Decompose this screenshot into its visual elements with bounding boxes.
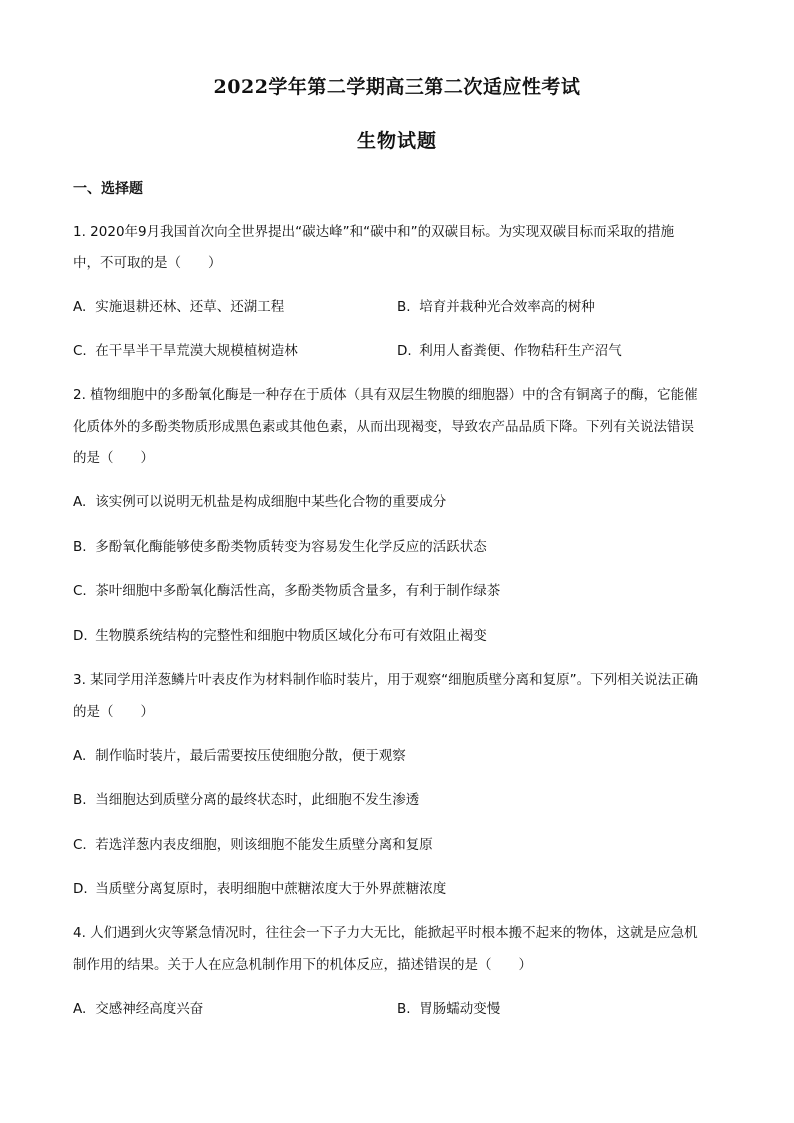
option-letter: B. [397, 299, 411, 315]
exam-subtitle: 生物试题 [356, 130, 437, 152]
question-2-line-2: 化质体外的多酚类物质形成黑色素或其他色素，从而出现褐变，导致农产品品质下降。下列有关说法错误 [73, 419, 694, 435]
question-2-line-1: 2. 植物细胞中的多酚氧化酶是一种存在于质体（具有双层生物膜的细胞器）中的含有铜离子的酶，它能催 [73, 387, 698, 403]
question-4-option-a [73, 999, 203, 1019]
option-letter: A. [73, 299, 87, 315]
option-letter: C. [73, 837, 87, 853]
question-3-line-1: 3. 某同学用洋葱鳞片叶表皮作为材料制作临时装片，用于观察“细胞质壁分离和复原”。下列相关说法正确 [73, 672, 699, 688]
question-2-line-3: 的是（ ） [73, 450, 154, 466]
question-1-option-c [73, 341, 298, 361]
question-2-option-d [73, 626, 487, 646]
question-1-option-a [73, 297, 284, 317]
question-2-option-b [73, 537, 487, 557]
question-1-option-d [397, 341, 622, 361]
option-letter: D. [73, 881, 88, 897]
question-3-option-b [73, 790, 419, 810]
question-2-option-c [73, 581, 500, 601]
option-letter: B. [73, 539, 87, 555]
option-text: 交感神经高度兴奋 [95, 1001, 204, 1017]
option-text: 制作临时装片，最后需要按压使细胞分散，便于观察 [95, 748, 406, 764]
option-text: 该实例可以说明无机盐是构成细胞中某些化合物的重要成分 [95, 494, 447, 510]
option-text: 生物膜系统结构的完整性和细胞中物质区域化分布可有效阻止褐变 [95, 628, 487, 644]
question-3-line-2: 的是（ ） [73, 704, 154, 720]
question-4-line-2: 制作用的结果。关于人在应急机制作用下的机体反应，描述错误的是（ ） [73, 957, 532, 973]
question-1-option-b [397, 297, 595, 317]
exam-title: 2022学年第二学期高三第二次适应性考试 [213, 76, 581, 98]
option-letter: C. [73, 343, 87, 359]
question-3-option-d [73, 879, 446, 899]
option-letter: B. [397, 1001, 411, 1017]
question-4-option-b [397, 999, 500, 1019]
option-letter: D. [73, 628, 88, 644]
question-3-option-c [73, 835, 433, 855]
option-text: 当细胞达到质壁分离的最终状态时，此细胞不发生渗透 [95, 792, 420, 808]
option-letter: D. [397, 343, 412, 359]
option-letter: A. [73, 494, 87, 510]
option-text: 培育并栽种光合效率高的树种 [419, 299, 595, 315]
option-text: 多酚氧化酶能够使多酚类物质转变为容易发生化学反应的活跃状态 [95, 539, 487, 555]
option-letter: B. [73, 792, 87, 808]
option-text: 在干旱半干旱荒漠大规模植树造林 [95, 343, 298, 359]
option-text: 若选洋葱内表皮细胞，则该细胞不能发生质壁分离和复原 [95, 837, 433, 853]
option-letter: C. [73, 583, 87, 599]
question-1-line-1: 1. 2020年9月我国首次向全世界提出“碳达峰”和“碳中和”的双碳目标。为实现双碳目标而采取的措施 [73, 224, 675, 240]
option-text: 茶叶细胞中多酚氧化酶活性高，多酚类物质含量多，有利于制作绿茶 [95, 583, 501, 599]
question-1-line-2: 中，不可取的是（ ） [73, 255, 222, 271]
option-text: 胃肠蠕动变慢 [419, 1001, 501, 1017]
option-text: 利用人畜粪便、作物秸秆生产沼气 [419, 343, 622, 359]
question-2-option-a [73, 492, 446, 512]
option-letter: A. [73, 748, 87, 764]
section-heading: 一、选择题 [73, 181, 143, 197]
option-text: 当质壁分离复原时，表明细胞中蔗糖浓度大于外界蔗糖浓度 [95, 881, 447, 897]
question-3-option-a [73, 746, 406, 766]
option-text: 实施退耕还林、还草、还湖工程 [95, 299, 285, 315]
option-letter: A. [73, 1001, 87, 1017]
question-4-line-1: 4. 人们遇到火灾等紧急情况时，往往会一下子力大无比，能掀起平时根本搬不起来的物体，这就是应急机 [73, 925, 698, 941]
